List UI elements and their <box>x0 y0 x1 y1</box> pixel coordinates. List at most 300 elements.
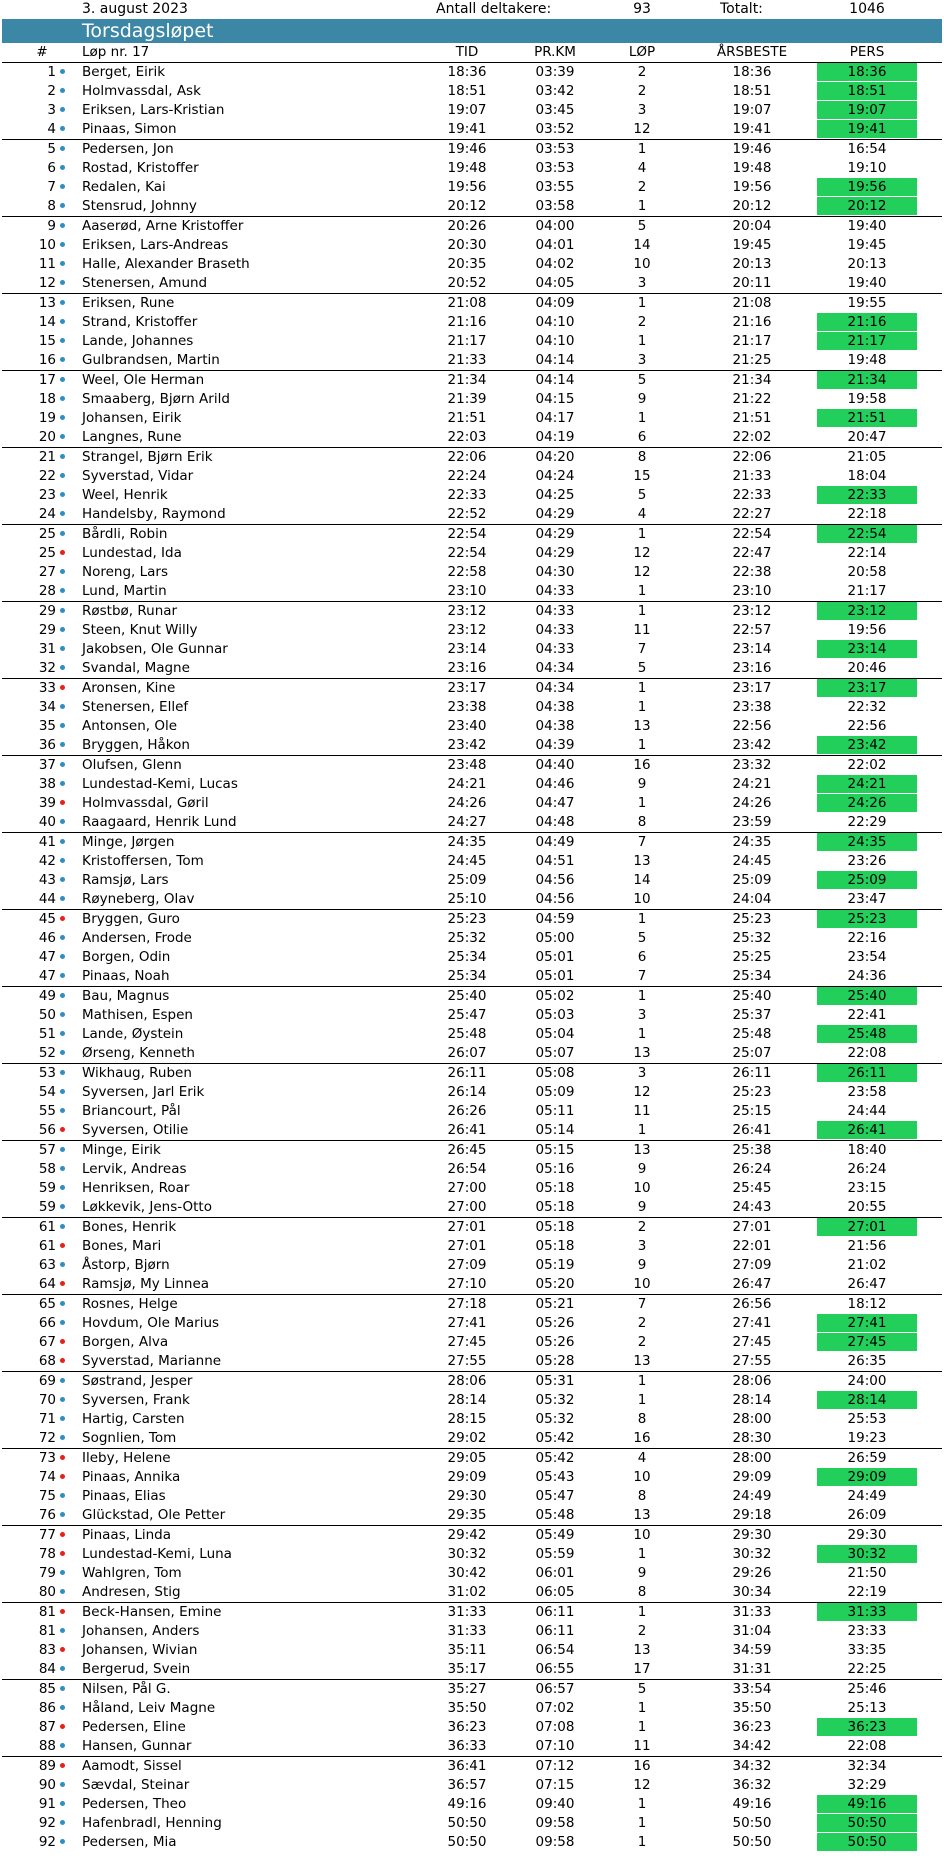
races-cell: 5 <box>637 660 647 676</box>
rank-cell: 47 <box>38 949 56 965</box>
rank-cell: 67 <box>38 1334 56 1350</box>
time-cell: 27:00 <box>447 1199 487 1215</box>
pace-cell: 04:14 <box>535 352 575 368</box>
time-cell: 30:32 <box>447 1546 487 1562</box>
pace-cell: 04:29 <box>535 526 575 542</box>
personal-best-highlight-cell: 19:56 <box>817 178 917 196</box>
races-cell: 1 <box>637 1392 647 1408</box>
gender-dot-cell <box>60 1064 68 1083</box>
rank-cell: 36 <box>38 737 56 753</box>
gender-dot-cell <box>60 1468 68 1487</box>
personal-best-cell: 22:25 <box>847 1661 887 1677</box>
blue-dot-icon <box>60 858 65 863</box>
table-row <box>2 1102 942 1121</box>
gender-dot-cell <box>60 794 68 813</box>
name-cell: Bryggen, Guro <box>82 911 180 927</box>
name-cell: Weel, Henrik <box>82 487 168 503</box>
season-best-cell: 30:34 <box>732 1584 772 1600</box>
races-cell: 12 <box>633 564 651 580</box>
personal-best-cell: 21:05 <box>847 449 887 465</box>
personal-best-highlight-cell: 18:51 <box>817 82 917 100</box>
season-best-cell: 25:23 <box>732 911 772 927</box>
rank-header: # <box>36 44 48 60</box>
time-cell: 20:30 <box>447 237 487 253</box>
gender-dot-cell <box>60 1141 68 1160</box>
name-cell: Lundestad-Kemi, Luna <box>82 1546 232 1562</box>
rank-cell: 68 <box>38 1353 56 1369</box>
personal-best-highlight-cell: 25:40 <box>817 987 917 1005</box>
rank-cell: 79 <box>38 1565 56 1581</box>
season-best-cell: 31:33 <box>732 1604 772 1620</box>
table-row <box>2 1583 942 1603</box>
time-cell: 22:58 <box>447 564 487 580</box>
blue-dot-icon <box>60 1147 65 1152</box>
rank-cell: 4 <box>47 121 56 137</box>
gender-dot-cell <box>60 1814 68 1833</box>
races-cell: 8 <box>637 1411 647 1427</box>
blue-dot-icon <box>60 588 65 593</box>
pace-cell: 05:08 <box>535 1065 575 1081</box>
personal-best-highlight-cell: 23:42 <box>817 736 917 754</box>
races-cell: 2 <box>637 1334 647 1350</box>
time-cell: 20:52 <box>447 275 487 291</box>
table-row <box>2 1449 942 1468</box>
name-cell: Andresen, Stig <box>82 1584 181 1600</box>
table-row <box>2 467 942 486</box>
rank-cell: 77 <box>38 1527 56 1543</box>
season-best-cell: 33:54 <box>732 1681 772 1697</box>
pace-cell: 04:20 <box>535 449 575 465</box>
pace-cell: 05:42 <box>535 1430 575 1446</box>
gender-dot-cell <box>60 1372 68 1391</box>
personal-best-cell: 22:56 <box>847 718 887 734</box>
races-cell: 2 <box>637 1219 647 1235</box>
gender-dot-cell <box>60 659 68 678</box>
pace-cell: 05:20 <box>535 1276 575 1292</box>
table-row <box>2 1372 942 1391</box>
personal-best-cell: 32:34 <box>847 1758 887 1774</box>
name-cell: Bårdli, Robin <box>82 526 168 542</box>
personal-best-highlight-cell: 31:33 <box>817 1603 917 1621</box>
season-best-cell: 24:04 <box>732 891 772 907</box>
time-cell: 28:06 <box>447 1373 487 1389</box>
name-cell: Handelsby, Raymond <box>82 506 226 522</box>
season-best-cell: 21:08 <box>732 295 772 311</box>
personal-best-cell: 20:58 <box>847 564 887 580</box>
personal-best-cell: 22:16 <box>847 930 887 946</box>
races-cell: 1 <box>637 1122 647 1138</box>
pace-cell: 04:29 <box>535 545 575 561</box>
rank-cell: 14 <box>38 314 56 330</box>
personal-best-cell: 22:02 <box>847 757 887 773</box>
table-row <box>2 890 942 910</box>
time-cell: 25:23 <box>447 911 487 927</box>
personal-best-cell: 29:30 <box>847 1527 887 1543</box>
rank-cell: 84 <box>38 1661 56 1677</box>
races-cell: 8 <box>637 1488 647 1504</box>
time-cell: 24:26 <box>447 795 487 811</box>
races-cell: 1 <box>637 911 647 927</box>
rank-cell: 83 <box>38 1642 56 1658</box>
races-cell: 5 <box>637 487 647 503</box>
time-cell: 18:51 <box>447 83 487 99</box>
table-row <box>2 1275 942 1295</box>
races-cell: 1 <box>637 1604 647 1620</box>
rank-cell: 25 <box>38 545 56 561</box>
season-best-cell: 25:37 <box>732 1007 772 1023</box>
time-cell: 21:34 <box>447 372 487 388</box>
gender-dot-cell <box>60 1583 68 1602</box>
season-best-cell: 19:07 <box>732 102 772 118</box>
rank-cell: 69 <box>38 1373 56 1389</box>
time-cell: 21:16 <box>447 314 487 330</box>
personal-best-cell: 18:12 <box>847 1296 887 1312</box>
pace-cell: 04:09 <box>535 295 575 311</box>
personal-best-highlight-cell: 27:01 <box>817 1218 917 1236</box>
gender-dot-cell <box>60 1410 68 1429</box>
table-row <box>2 525 942 544</box>
blue-dot-icon <box>60 1070 65 1075</box>
pace-cell: 05:59 <box>535 1546 575 1562</box>
rank-cell: 2 <box>47 83 56 99</box>
name-cell: Andersen, Frode <box>82 930 192 946</box>
time-cell: 25:34 <box>447 949 487 965</box>
gender-dot-cell <box>60 120 68 139</box>
races-cell: 3 <box>637 1238 647 1254</box>
name-cell: Åstorp, Bjørn <box>82 1257 170 1273</box>
personal-best-cell: 22:32 <box>847 699 887 715</box>
season-best-cell: 25:07 <box>732 1045 772 1061</box>
gender-dot-cell <box>60 1737 68 1756</box>
table-row <box>2 1641 942 1660</box>
table-row <box>2 910 942 929</box>
pace-cell: 05:19 <box>535 1257 575 1273</box>
rank-cell: 72 <box>38 1430 56 1446</box>
gender-dot-cell <box>60 1429 68 1448</box>
time-cell: 31:02 <box>447 1584 487 1600</box>
gender-dot-cell <box>60 1256 68 1275</box>
pace-cell: 05:28 <box>535 1353 575 1369</box>
name-cell: Pinaas, Noah <box>82 968 170 984</box>
table-row <box>2 544 942 563</box>
gender-dot-cell <box>60 871 68 890</box>
table-row <box>2 775 942 794</box>
pace-cell: 09:40 <box>535 1796 575 1812</box>
pace-cell: 04:33 <box>535 583 575 599</box>
rank-cell: 59 <box>38 1180 56 1196</box>
blue-dot-icon <box>60 781 65 786</box>
races-cell: 1 <box>637 295 647 311</box>
season-best-cell: 23:38 <box>732 699 772 715</box>
personal-best-cell: 19:23 <box>847 1430 887 1446</box>
pace-cell: 05:18 <box>535 1199 575 1215</box>
races-cell: 1 <box>637 1026 647 1042</box>
season-best-cell: 22:33 <box>732 487 772 503</box>
name-cell: Strangel, Bjørn Erik <box>82 449 213 465</box>
time-cell: 26:14 <box>447 1084 487 1100</box>
time-cell: 21:51 <box>447 410 487 426</box>
rank-cell: 17 <box>38 372 56 388</box>
season-best-cell: 21:17 <box>732 333 772 349</box>
rank-cell: 41 <box>38 834 56 850</box>
name-cell: Lund, Martin <box>82 583 167 599</box>
gender-dot-cell <box>60 390 68 409</box>
blue-dot-icon <box>60 473 65 478</box>
gender-dot-cell <box>60 1449 68 1468</box>
season-best-cell: 22:57 <box>732 622 772 638</box>
time-cell: 26:26 <box>447 1103 487 1119</box>
personal-best-cell: 33:35 <box>847 1642 887 1658</box>
time-cell: 24:27 <box>447 814 487 830</box>
blue-dot-icon <box>60 1743 65 1748</box>
blue-dot-icon <box>60 1166 65 1171</box>
season-best-cell: 34:32 <box>732 1758 772 1774</box>
time-cell: 18:36 <box>447 64 487 80</box>
gender-dot-cell <box>60 1622 68 1641</box>
rank-cell: 3 <box>47 102 56 118</box>
name-cell: Olufsen, Glenn <box>82 757 182 773</box>
table-row <box>2 1429 942 1449</box>
red-dot-icon <box>60 1281 65 1286</box>
name-cell: Kristoffersen, Tom <box>82 853 204 869</box>
name-cell: Bones, Mari <box>82 1238 162 1254</box>
pace-cell: 04:34 <box>535 680 575 696</box>
blue-dot-icon <box>60 1801 65 1806</box>
table-row <box>2 1352 942 1372</box>
rank-cell: 6 <box>47 160 56 176</box>
pace-cell: 06:01 <box>535 1565 575 1581</box>
time-cell: 19:41 <box>447 121 487 137</box>
season-best-cell: 23:42 <box>732 737 772 753</box>
blue-dot-icon <box>60 357 65 362</box>
time-cell: 36:33 <box>447 1738 487 1754</box>
table-row <box>2 967 942 987</box>
gender-dot-cell <box>60 1391 68 1410</box>
rank-cell: 29 <box>38 622 56 638</box>
gender-dot-cell <box>60 1237 68 1256</box>
blue-dot-icon <box>60 1089 65 1094</box>
gender-dot-cell <box>60 987 68 1006</box>
personal-best-cell: 19:40 <box>847 275 887 291</box>
pace-cell: 05:21 <box>535 1296 575 1312</box>
blue-dot-icon <box>60 126 65 131</box>
table-row <box>2 948 942 967</box>
pace-cell: 04:51 <box>535 853 575 869</box>
personal-best-cell: 23:33 <box>847 1623 887 1639</box>
time-cell: 22:54 <box>447 545 487 561</box>
pace-cell: 06:55 <box>535 1661 575 1677</box>
time-cell: 30:42 <box>447 1565 487 1581</box>
personal-best-highlight-cell: 21:51 <box>817 409 917 427</box>
personal-best-highlight-cell: 29:09 <box>817 1468 917 1486</box>
name-cell: Hafenbradl, Henning <box>82 1815 222 1831</box>
name-cell: Henriksen, Roar <box>82 1180 190 1196</box>
name-cell: Johansen, Anders <box>82 1623 200 1639</box>
time-cell: 20:12 <box>447 198 487 214</box>
personal-best-cell: 21:02 <box>847 1257 887 1273</box>
personal-best-cell: 23:47 <box>847 891 887 907</box>
table-row <box>2 332 942 351</box>
table-row <box>2 1680 942 1699</box>
blue-dot-icon <box>60 434 65 439</box>
name-cell: Nilsen, Pål G. <box>82 1681 171 1697</box>
table-row <box>2 1179 942 1198</box>
rank-cell: 40 <box>38 814 56 830</box>
blue-dot-icon <box>60 1108 65 1113</box>
personal-best-highlight-cell: 36:23 <box>817 1718 917 1736</box>
gender-dot-cell <box>60 1526 68 1545</box>
pace-cell: 04:17 <box>535 410 575 426</box>
gender-dot-cell <box>60 1641 68 1660</box>
pace-cell: 04:39 <box>535 737 575 753</box>
participants-count: 93 <box>633 1 651 17</box>
rank-cell: 65 <box>38 1296 56 1312</box>
pace-cell: 05:18 <box>535 1219 575 1235</box>
pace-cell: 04:02 <box>535 256 575 272</box>
time-cell: 24:21 <box>447 776 487 792</box>
races-cell: 10 <box>633 1180 651 1196</box>
blue-dot-icon <box>60 877 65 882</box>
rank-cell: 89 <box>38 1758 56 1774</box>
races-cell: 1 <box>637 680 647 696</box>
time-cell: 21:33 <box>447 352 487 368</box>
season-best-cell: 25:09 <box>732 872 772 888</box>
blue-dot-icon <box>60 454 65 459</box>
table-row <box>2 871 942 890</box>
pace-cell: 07:15 <box>535 1777 575 1793</box>
gender-dot-cell <box>60 736 68 755</box>
name-cell: Bryggen, Håkon <box>82 737 190 753</box>
personal-best-highlight-cell: 23:12 <box>817 602 917 620</box>
personal-best-cell: 23:15 <box>847 1180 887 1196</box>
races-cell: 1 <box>637 1373 647 1389</box>
summary-line <box>2 0 942 19</box>
races-cell: 2 <box>637 1623 647 1639</box>
table-row <box>2 1468 942 1487</box>
time-cell: 31:33 <box>447 1604 487 1620</box>
races-cell: 5 <box>637 1681 647 1697</box>
name-cell: Halle, Alexander Braseth <box>82 256 250 272</box>
season-best-cell: 25:23 <box>732 1084 772 1100</box>
table-row <box>2 659 942 679</box>
rank-cell: 57 <box>38 1142 56 1158</box>
season-best-cell: 25:45 <box>732 1180 772 1196</box>
time-cell: 23:12 <box>447 622 487 638</box>
gender-dot-cell <box>60 544 68 563</box>
table-row <box>2 217 942 236</box>
gender-dot-cell <box>60 255 68 274</box>
red-dot-icon <box>60 1474 65 1479</box>
personal-best-cell: 25:53 <box>847 1411 887 1427</box>
table-row <box>2 756 942 775</box>
races-cell: 5 <box>637 372 647 388</box>
blue-dot-icon <box>60 1012 65 1017</box>
time-cell: 21:17 <box>447 333 487 349</box>
name-cell: Søstrand, Jesper <box>82 1373 193 1389</box>
blue-dot-icon <box>60 1435 65 1440</box>
blue-dot-icon <box>60 203 65 208</box>
pace-cell: 05:48 <box>535 1507 575 1523</box>
gender-dot-cell <box>60 1660 68 1679</box>
name-cell: Stensrud, Johnny <box>82 198 197 214</box>
name-cell: Langnes, Rune <box>82 429 182 445</box>
rank-cell: 51 <box>38 1026 56 1042</box>
gender-dot-cell <box>60 351 68 370</box>
gender-dot-cell <box>60 775 68 794</box>
table-row <box>2 1660 942 1680</box>
gender-dot-cell <box>60 1680 68 1699</box>
table-row <box>2 1699 942 1718</box>
pace-cell: 04:10 <box>535 314 575 330</box>
gender-dot-cell <box>60 101 68 120</box>
table-row <box>2 1622 942 1641</box>
blue-dot-icon <box>60 1262 65 1267</box>
table-row <box>2 1237 942 1256</box>
races-cell: 12 <box>633 1084 651 1100</box>
gender-dot-cell <box>60 1102 68 1121</box>
table-row <box>2 1776 942 1795</box>
name-cell: Ramsjø, My Linnea <box>82 1276 210 1292</box>
races-cell: 7 <box>637 641 647 657</box>
pace-cell: 04:00 <box>535 218 575 234</box>
blue-dot-icon <box>60 1686 65 1691</box>
rank-cell: 42 <box>38 853 56 869</box>
table-row <box>2 448 942 467</box>
blue-dot-icon <box>60 377 65 382</box>
name-cell: Beck-Hansen, Emine <box>82 1604 222 1620</box>
time-cell: 25:09 <box>447 872 487 888</box>
personal-best-cell: 20:13 <box>847 256 887 272</box>
time-cell: 23:14 <box>447 641 487 657</box>
name-cell: Jakobsen, Ole Gunnar <box>82 641 228 657</box>
table-row <box>2 1526 942 1545</box>
races-cell: 1 <box>637 603 647 619</box>
name-cell: Syversen, Jarl Erik <box>82 1084 205 1100</box>
blue-dot-icon <box>60 935 65 940</box>
blue-dot-icon <box>60 704 65 709</box>
rank-cell: 88 <box>38 1738 56 1754</box>
blue-dot-icon <box>60 819 65 824</box>
table-row <box>2 428 942 448</box>
table-row <box>2 82 942 101</box>
table-row <box>2 313 942 332</box>
time-cell: 24:45 <box>447 853 487 869</box>
personal-best-highlight-cell: 50:50 <box>817 1814 917 1832</box>
season-best-cell: 22:56 <box>732 718 772 734</box>
personal-best-cell: 19:55 <box>847 295 887 311</box>
blue-dot-icon <box>60 242 65 247</box>
gender-dot-cell <box>60 140 68 159</box>
races-cell: 13 <box>633 1353 651 1369</box>
table-row <box>2 640 942 659</box>
table-row <box>2 621 942 640</box>
personal-best-highlight-cell: 22:54 <box>817 525 917 543</box>
blue-dot-icon <box>60 1570 65 1575</box>
gender-dot-cell <box>60 467 68 486</box>
gender-dot-cell <box>60 717 68 736</box>
gender-dot-cell <box>60 1218 68 1237</box>
blue-dot-icon <box>60 1416 65 1421</box>
season-best-cell: 21:16 <box>732 314 772 330</box>
races-cell: 1 <box>637 1546 647 1562</box>
personal-best-highlight-cell: 21:17 <box>817 332 917 350</box>
races-cell: 4 <box>637 1450 647 1466</box>
gender-dot-cell <box>60 929 68 948</box>
rank-cell: 74 <box>38 1469 56 1485</box>
races-cell: 1 <box>637 333 647 349</box>
personal-best-cell: 21:56 <box>847 1238 887 1254</box>
races-cell: 9 <box>637 1565 647 1581</box>
